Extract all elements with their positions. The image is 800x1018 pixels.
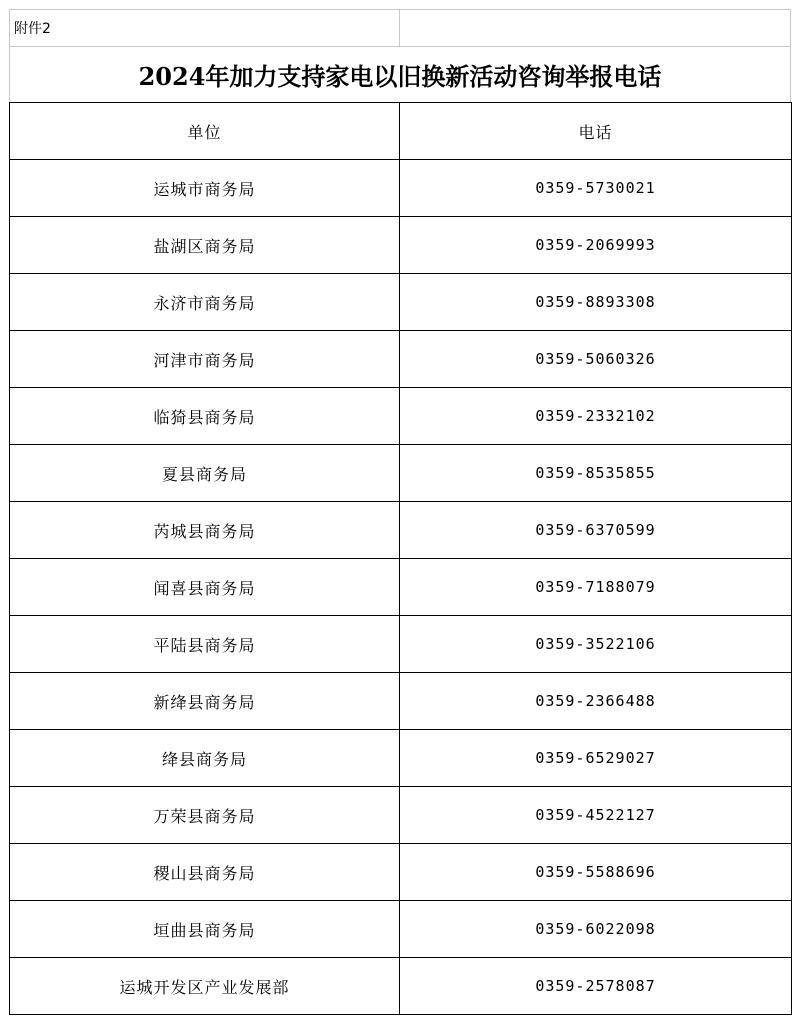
table-row — [10, 502, 792, 559]
column-header-phone[interactable]: 电话 — [400, 103, 792, 160]
phone-cell[interactable]: 0359-7188079 — [400, 559, 792, 616]
contact-table — [9, 102, 792, 1015]
phone-cell[interactable]: 0359-2332102 — [400, 388, 792, 445]
table-row — [10, 844, 792, 901]
unit-cell[interactable]: 平陆县商务局 — [10, 616, 400, 673]
unit-cell[interactable]: 河津市商务局 — [10, 331, 400, 388]
table-body — [10, 160, 792, 1015]
table-row — [10, 388, 792, 445]
phone-cell[interactable]: 0359-5060326 — [400, 331, 792, 388]
table-row — [10, 730, 792, 787]
phone-cell[interactable]: 0359-8535855 — [400, 445, 792, 502]
table-row — [10, 958, 792, 1015]
phone-cell[interactable]: 0359-5730021 — [400, 160, 792, 217]
table-row — [10, 217, 792, 274]
unit-cell[interactable]: 垣曲县商务局 — [10, 901, 400, 958]
unit-cell[interactable]: 盐湖区商务局 — [10, 217, 400, 274]
table-row — [10, 901, 792, 958]
phone-cell[interactable]: 0359-6370599 — [400, 502, 792, 559]
phone-cell[interactable]: 0359-4522127 — [400, 787, 792, 844]
phone-cell[interactable]: 0359-2578087 — [400, 958, 792, 1015]
phone-cell[interactable]: 0359-2069993 — [400, 217, 792, 274]
table-header-row — [10, 103, 792, 160]
unit-cell[interactable]: 稷山县商务局 — [10, 844, 400, 901]
table-row — [10, 331, 792, 388]
unit-cell[interactable]: 万荣县商务局 — [10, 787, 400, 844]
column-header-unit[interactable]: 单位 — [10, 103, 400, 160]
attachment-label[interactable]: 附件2 — [10, 10, 400, 46]
attachment-row — [9, 9, 791, 46]
table-row — [10, 274, 792, 331]
phone-cell[interactable]: 0359-6529027 — [400, 730, 792, 787]
unit-cell[interactable]: 夏县商务局 — [10, 445, 400, 502]
unit-cell[interactable]: 临猗县商务局 — [10, 388, 400, 445]
phone-cell[interactable]: 0359-3522106 — [400, 616, 792, 673]
phone-cell[interactable]: 0359-6022098 — [400, 901, 792, 958]
empty-cell[interactable] — [400, 10, 790, 46]
unit-cell[interactable]: 绛县商务局 — [10, 730, 400, 787]
table-row — [10, 445, 792, 502]
table-row — [10, 160, 792, 217]
spreadsheet-sheet — [9, 9, 791, 1015]
table-row — [10, 673, 792, 730]
page-title[interactable]: 2024年加力支持家电以旧换新活动咨询举报电话 — [9, 46, 791, 102]
unit-cell[interactable]: 新绛县商务局 — [10, 673, 400, 730]
unit-cell[interactable]: 运城开发区产业发展部 — [10, 958, 400, 1015]
table-row — [10, 559, 792, 616]
unit-cell[interactable]: 运城市商务局 — [10, 160, 400, 217]
unit-cell[interactable]: 永济市商务局 — [10, 274, 400, 331]
unit-cell[interactable]: 闻喜县商务局 — [10, 559, 400, 616]
unit-cell[interactable]: 芮城县商务局 — [10, 502, 400, 559]
table-row — [10, 787, 792, 844]
phone-cell[interactable]: 0359-8893308 — [400, 274, 792, 331]
phone-cell[interactable]: 0359-5588696 — [400, 844, 792, 901]
phone-cell[interactable]: 0359-2366488 — [400, 673, 792, 730]
table-row — [10, 616, 792, 673]
